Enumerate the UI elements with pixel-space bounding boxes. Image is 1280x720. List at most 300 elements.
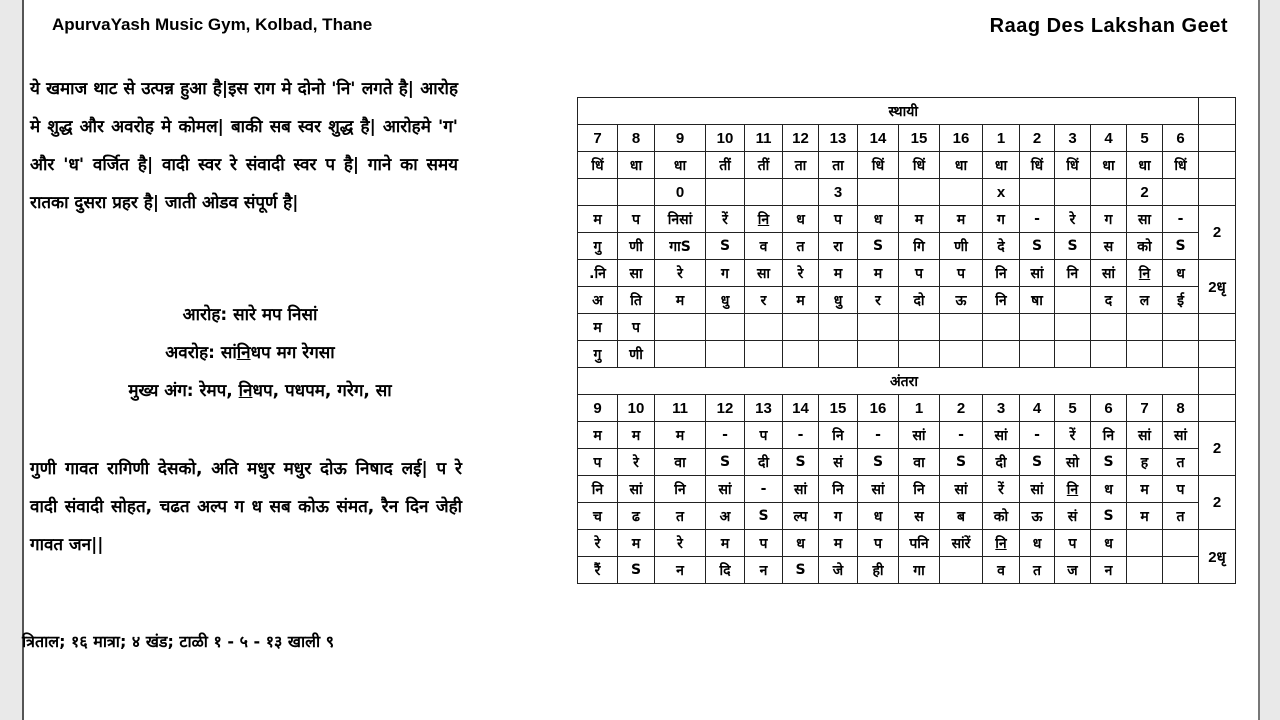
lyric-cell [1163, 233, 1199, 260]
lyric-cell [1055, 233, 1091, 260]
lakshan-geet-lyrics: गुणी गावत रागिणी देसको, अति मधुर मधुर दोऊ निषाद लई| प रे वादी संवादी सोहत, चढत अल्प ग ध सब कोऊ संमत, रैन दिन जेही गावत जन|| [30, 459, 462, 555]
cell-text: सां [912, 427, 926, 444]
cell-text: म [631, 427, 641, 444]
swar-cell [1055, 314, 1091, 341]
lyric-cell [940, 287, 983, 314]
repeat-cell [1199, 125, 1236, 152]
lyric-cell [783, 341, 819, 368]
cell-text: प [759, 427, 768, 444]
theka-bol-cell: तीं [745, 152, 783, 179]
repeat-cell [1199, 179, 1236, 206]
repeat-marker: 2 [1199, 206, 1236, 260]
theka-bol-cell: धिं [578, 152, 618, 179]
swar-cell [618, 476, 655, 503]
cell-text: दे [997, 238, 1005, 255]
lyric-cell [1091, 557, 1127, 584]
lyric-cell [1163, 287, 1199, 314]
cell-text: रें [1069, 427, 1076, 444]
cell-text: ति [630, 292, 642, 309]
lyric-cell [1020, 233, 1055, 260]
swar-cell [618, 260, 655, 287]
cell-text: S [872, 454, 884, 470]
avaroh-pre: अवरोह: सां [165, 343, 237, 363]
cell-text: - [958, 427, 964, 443]
swar-cell [1091, 476, 1127, 503]
swar-cell [706, 314, 745, 341]
lyric-cell [1163, 341, 1199, 368]
swar-cell [1055, 260, 1091, 287]
repeat-marker [1199, 341, 1236, 368]
cell-text: सां [1101, 265, 1116, 282]
cell-text: नि [591, 481, 604, 498]
lyric-cell [618, 341, 655, 368]
cell-text: ग [1104, 211, 1113, 228]
cell-text: गाS [669, 238, 691, 255]
cell-text: णी [629, 238, 643, 255]
theka-bol-cell: धा [1127, 152, 1163, 179]
beat-number-cell: 4 [1020, 395, 1055, 422]
lyric-cell [618, 503, 655, 530]
swar-cell [783, 476, 819, 503]
tali-khali-cell: 3 [819, 179, 858, 206]
cell-text: S [795, 562, 806, 578]
swar-cell [1127, 476, 1163, 503]
cell-text: नि [1138, 265, 1151, 282]
lyric-cell [983, 341, 1020, 368]
theka-bol-cell: धिं [899, 152, 940, 179]
swar-cell [1091, 206, 1127, 233]
cell-text: सां [1137, 427, 1152, 444]
lyric-cell [1091, 449, 1127, 476]
swar-cell [1163, 476, 1199, 503]
beat-number-cell: 10 [706, 125, 745, 152]
lyric-cell [1163, 503, 1199, 530]
swar-cell [983, 314, 1020, 341]
right-frame-edge [1258, 0, 1280, 720]
cell-text: ज [1067, 562, 1078, 579]
tali-khali-cell [1055, 179, 1091, 206]
cell-text: दी [995, 454, 1007, 471]
cell-text: S [1031, 454, 1043, 470]
lyric-cell [1055, 287, 1091, 314]
lyric-cell [578, 341, 618, 368]
beat-number-cell: 5 [1055, 395, 1091, 422]
cell-text: रा [833, 238, 843, 255]
swar-cell [899, 530, 940, 557]
lyric-cell [819, 557, 858, 584]
cell-text: ई [1177, 292, 1184, 309]
section-header-row [578, 98, 1236, 125]
lyric-cell [940, 341, 983, 368]
lyric-cell [1055, 449, 1091, 476]
cell-text: ध [1176, 265, 1185, 282]
cell-text: गा [913, 562, 925, 579]
swar-cell [858, 206, 899, 233]
swar-cell [1091, 260, 1127, 287]
cell-text: प [759, 535, 768, 552]
repeat-cell [1199, 395, 1236, 422]
swar-cell [1091, 422, 1127, 449]
cell-text: सं [833, 454, 843, 471]
swar-cell [819, 206, 858, 233]
lyric-cell [706, 233, 745, 260]
cell-text: स [914, 508, 924, 525]
beat-number-cell: 13 [819, 125, 858, 152]
theka-bol-cell: तीं [706, 152, 745, 179]
swar-cell [819, 422, 858, 449]
lyric-cell [1020, 557, 1055, 584]
swar-cell [1091, 530, 1127, 557]
swar-cell [1055, 206, 1091, 233]
lyric-cell [1020, 503, 1055, 530]
institute-name: ApurvaYash Music Gym, Kolbad, Thane [52, 15, 373, 34]
cell-text: म [675, 292, 685, 309]
cell-text: सो [1065, 454, 1080, 471]
cell-text: म [1140, 481, 1149, 498]
lyric-cell [819, 233, 858, 260]
beat-number-cell: 6 [1163, 125, 1199, 152]
lyric-cell [1020, 341, 1055, 368]
lyrics-row [578, 287, 1236, 314]
repeat-cell [1199, 98, 1236, 125]
swar-row [578, 206, 1236, 233]
swar-cell [1127, 260, 1163, 287]
lyric-cell [819, 449, 858, 476]
beat-number-cell: 16 [940, 125, 983, 152]
cell-text: ध [1104, 535, 1113, 552]
cell-text: को [1137, 238, 1152, 255]
swar-cell [819, 260, 858, 287]
cell-text: - [1034, 211, 1040, 227]
cell-text: म [1140, 508, 1149, 525]
theka-bol-cell: धा [983, 152, 1020, 179]
lyric-cell [618, 557, 655, 584]
tali-khali-cell [618, 179, 655, 206]
swar-cell [706, 530, 745, 557]
cell-text: पनि [909, 535, 929, 552]
tali-khali-cell: 2 [1127, 179, 1163, 206]
tali-khali-cell [706, 179, 745, 206]
cell-text: रे [633, 454, 639, 471]
cell-text: णी [629, 346, 643, 363]
lyric-cell [940, 503, 983, 530]
cell-text: रैं [594, 562, 601, 579]
cell-text: S [1103, 508, 1114, 524]
lyric-cell [983, 557, 1020, 584]
cell-text: - [1034, 427, 1040, 443]
aaroh: आरोह: सारे मप निसां [182, 305, 318, 325]
cell-text: अ [719, 508, 731, 525]
swar-cell [706, 422, 745, 449]
swar-cell [618, 530, 655, 557]
tali-khali-cell [1091, 179, 1127, 206]
lyric-cell [745, 503, 783, 530]
cell-text: नि [1066, 265, 1079, 282]
beat-number-cell: 15 [819, 395, 858, 422]
swar-cell [706, 206, 745, 233]
cell-text: ल्प [793, 508, 808, 525]
beat-number-cell: 1 [983, 125, 1020, 152]
section-title: अंतरा [578, 368, 1199, 395]
swar-cell [1020, 260, 1055, 287]
cell-text: म [593, 211, 602, 228]
swar-row [578, 422, 1236, 449]
cell-text: प [1068, 535, 1077, 552]
cell-text: निसां [667, 211, 693, 228]
swar-cell [578, 206, 618, 233]
cell-text: सं [1067, 508, 1078, 525]
raag-description: ये खमाज थाट से उत्पन्न हुआ है|इस राग मे दोनो 'नि' लगते है| आरोह मे शुद्ध और अवरोह मे कोमल| बाकी सब स्वर शुद्ध है| आरोहमे 'ग' और 'ध' वर्जित है| वादी स्वर रे संवादी स्वर प है| गाने का समय रातका दुसरा प्रहर है| जाती ओडव संपूर्ण है| [30, 79, 458, 213]
swar-cell [655, 476, 706, 503]
cell-text: स [1103, 238, 1114, 255]
swar-cell [1055, 422, 1091, 449]
lyrics-row [578, 233, 1236, 260]
swar-cell [1163, 260, 1199, 287]
swar-cell [940, 314, 983, 341]
theka-bol-row [578, 152, 1236, 179]
beat-number-cell: 7 [1127, 395, 1163, 422]
cell-text: च [593, 508, 602, 525]
repeat-cell [1199, 152, 1236, 179]
lyric-cell [858, 341, 899, 368]
theka-bol-cell: धा [655, 152, 706, 179]
beat-number-cell: 8 [1163, 395, 1199, 422]
cell-text: दि [719, 562, 731, 579]
swar-cell [578, 476, 618, 503]
swar-cell [1055, 530, 1091, 557]
cell-text: - [875, 427, 881, 443]
lyric-cell [706, 341, 745, 368]
cell-text: गि [913, 238, 925, 255]
lyric-cell [783, 449, 819, 476]
lyric-cell [819, 503, 858, 530]
lyric-cell [899, 233, 940, 260]
lyric-cell [940, 449, 983, 476]
theka-bol-cell: धिं [858, 152, 899, 179]
lyric-cell [745, 287, 783, 314]
cell-text: ग [721, 265, 729, 282]
cell-text: ध [796, 211, 805, 228]
cell-text: दी [757, 454, 770, 471]
avaroh-post: धप मग रेगसा [250, 343, 335, 363]
cell-text: सां [994, 427, 1008, 444]
swar-cell [745, 530, 783, 557]
swar-cell [618, 422, 655, 449]
cell-text: प [632, 319, 640, 336]
cell-text: व [997, 562, 1005, 579]
swar-cell [940, 260, 983, 287]
lyric-cell [706, 557, 745, 584]
cell-text: नि [832, 427, 844, 444]
cell-text: सा [1137, 211, 1152, 228]
tali-khali-cell [1163, 179, 1199, 206]
beat-number-cell: 2 [1020, 125, 1055, 152]
beat-number-cell: 4 [1091, 125, 1127, 152]
cell-text: णी [954, 238, 968, 255]
repeat-cell [1199, 368, 1236, 395]
cell-text: प [593, 454, 602, 471]
cell-text: सा [756, 265, 771, 282]
cell-text: सां [793, 481, 808, 498]
cell-text: ग [834, 508, 842, 525]
tali-khali-cell [783, 179, 819, 206]
lyric-cell [1055, 503, 1091, 530]
swar-cell [618, 314, 655, 341]
swar-cell [655, 206, 706, 233]
lyric-cell [618, 287, 655, 314]
cell-text: .नि [589, 265, 606, 282]
notation-table [577, 97, 1236, 584]
cell-text: - [760, 481, 767, 497]
swar-cell [1163, 530, 1199, 557]
lyric-cell [858, 287, 899, 314]
mukhya-ang-komal-ni: नि [238, 381, 253, 401]
lyric-cell [899, 503, 940, 530]
swar-cell [1163, 422, 1199, 449]
lyric-cell [655, 233, 706, 260]
cell-text: गु [593, 238, 602, 255]
lyric-cell [1020, 287, 1055, 314]
cell-text: नि [995, 292, 1007, 309]
lyric-cell [655, 287, 706, 314]
lyric-cell [983, 449, 1020, 476]
tali-khali-cell [858, 179, 899, 206]
avaroh [30, 340, 470, 363]
swar-cell [819, 476, 858, 503]
tali-khali-cell [578, 179, 618, 206]
cell-text: वा [674, 454, 686, 471]
swar-cell [618, 206, 655, 233]
beat-number-cell: 9 [655, 125, 706, 152]
cell-text: - [1177, 211, 1184, 227]
lyric-cell [1091, 287, 1127, 314]
lyric-cell [858, 503, 899, 530]
cell-text: र [760, 292, 767, 309]
cell-text: S [1103, 454, 1114, 470]
cell-text: ध [873, 211, 883, 228]
lyric-cell [983, 503, 1020, 530]
swar-cell [706, 476, 745, 503]
lyrics-row [578, 503, 1236, 530]
swar-cell [783, 314, 819, 341]
swar-cell [819, 314, 858, 341]
lyric-cell [578, 557, 618, 584]
swar-cell [578, 422, 618, 449]
cell-text: सां [871, 481, 885, 498]
lyric-cell [1091, 503, 1127, 530]
beat-number-cell: 12 [783, 125, 819, 152]
swar-cell [858, 314, 899, 341]
cell-text: त [1176, 508, 1185, 525]
lyrics-row [578, 557, 1236, 584]
cell-text: रें [722, 211, 728, 228]
theka-bol-cell: धिं [1055, 152, 1091, 179]
cell-text: म [873, 265, 883, 282]
tali-khali-cell: 0 [655, 179, 706, 206]
lyric-cell [1127, 503, 1163, 530]
lyric-cell [983, 233, 1020, 260]
cell-text: ही [872, 562, 884, 579]
cell-text: त [1176, 454, 1185, 471]
avaroh-komal-ni: नि [236, 343, 251, 363]
swar-cell [858, 530, 899, 557]
lyric-cell [706, 503, 745, 530]
lyric-cell [1091, 233, 1127, 260]
tali-khali-row [578, 179, 1236, 206]
lyric-cell [940, 233, 983, 260]
swar-cell [655, 530, 706, 557]
cell-text: र [875, 292, 881, 309]
lyric-cell [858, 233, 899, 260]
cell-text: गु [593, 346, 602, 363]
cell-text: त [676, 508, 684, 525]
tali-khali-cell [940, 179, 983, 206]
cell-text: व [759, 238, 768, 255]
beat-number-cell: 9 [578, 395, 618, 422]
beat-number-cell: 3 [983, 395, 1020, 422]
repeat-marker: 2धृ [1199, 260, 1236, 314]
section-title: स्थायी [578, 98, 1199, 125]
swar-cell [1020, 530, 1055, 557]
cell-text: धु [833, 292, 843, 309]
beat-number-cell: 11 [655, 395, 706, 422]
lyric-cell [1091, 341, 1127, 368]
repeat-marker [1199, 314, 1236, 341]
cell-text: S [1031, 238, 1043, 254]
swar-cell [983, 530, 1020, 557]
swar-cell [1163, 206, 1199, 233]
swar-cell [1020, 314, 1055, 341]
tali-khali-cell [1020, 179, 1055, 206]
cell-text: सा [629, 265, 643, 282]
cell-text: सां [1173, 427, 1188, 444]
swar-cell [983, 422, 1020, 449]
cell-text: सां [1030, 481, 1044, 498]
cell-text: ऊ [1031, 508, 1043, 525]
beat-number-cell: 12 [706, 395, 745, 422]
lyric-cell [1127, 341, 1163, 368]
cell-text: S [1067, 238, 1078, 254]
swar-cell [655, 260, 706, 287]
cell-text: नि [757, 211, 770, 228]
swar-cell [783, 206, 819, 233]
lyric-cell [858, 557, 899, 584]
cell-text: S [630, 562, 642, 578]
lyric-cell [578, 449, 618, 476]
cell-text: षा [1031, 292, 1043, 309]
beat-number-row [578, 125, 1236, 152]
beat-number-cell: 13 [745, 395, 783, 422]
swar-cell [745, 314, 783, 341]
cell-text: ब [957, 508, 965, 525]
cell-text: S [758, 508, 769, 524]
left-frame-edge [0, 0, 24, 720]
cell-text: त [1033, 562, 1041, 579]
cell-text: ल [1139, 292, 1150, 309]
cell-text: न [676, 562, 684, 579]
cell-text: वा [913, 454, 925, 471]
beat-number-cell: 11 [745, 125, 783, 152]
lyric-cell [1055, 557, 1091, 584]
swar-cell [819, 530, 858, 557]
cell-text: म [593, 319, 602, 336]
lyric-cell [783, 233, 819, 260]
swar-row [578, 476, 1236, 503]
lyric-cell [783, 287, 819, 314]
swar-row [578, 314, 1236, 341]
swar-cell [983, 476, 1020, 503]
cell-text: नि [995, 265, 1007, 282]
